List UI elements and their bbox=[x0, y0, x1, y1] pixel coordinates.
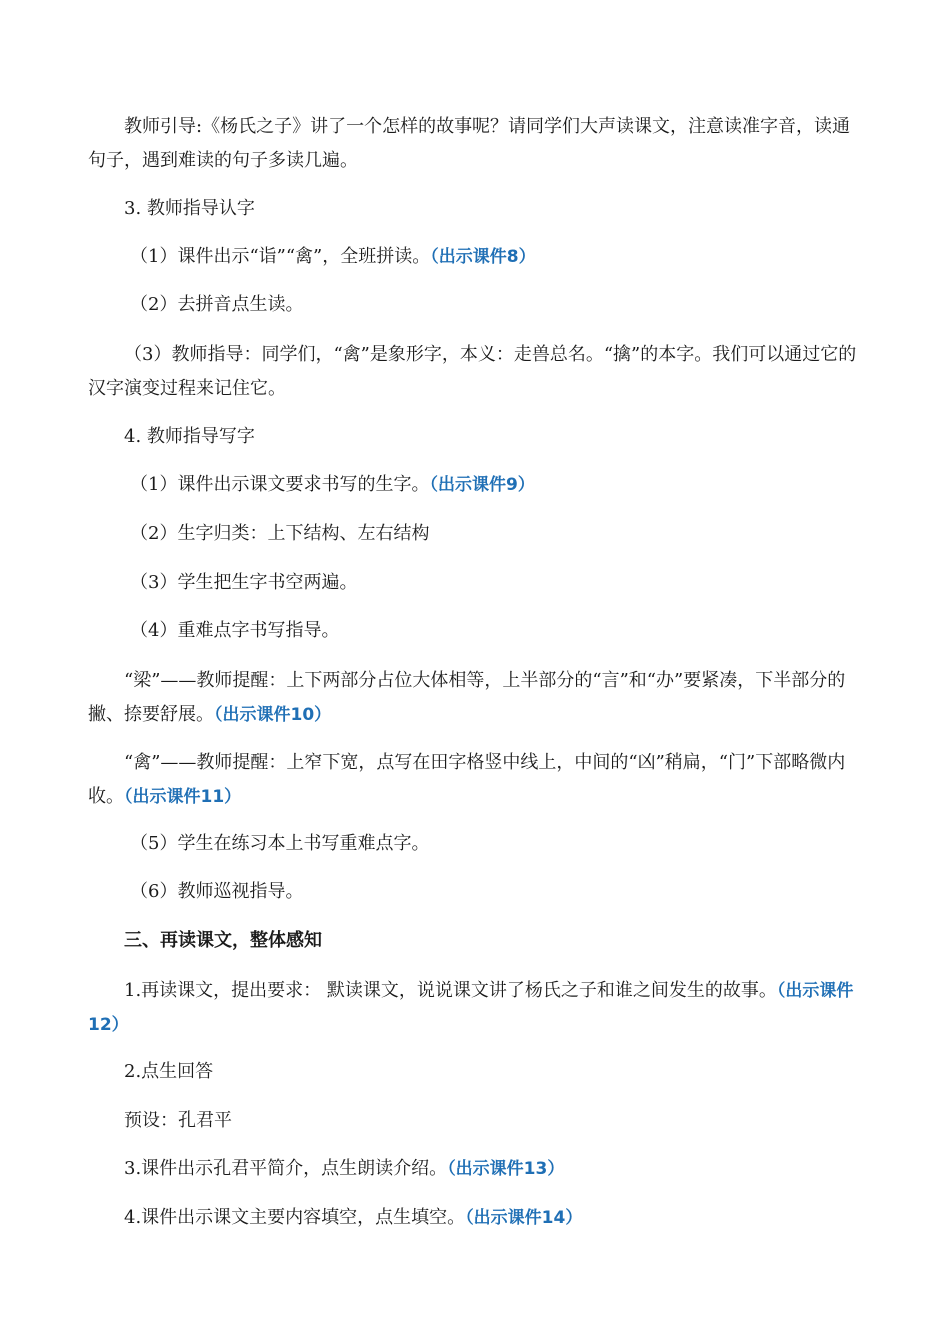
paragraph-qin: “禽”——教师提醒：上窄下宽，点写在田字格竖中线上，中间的“凶”稍扁，“门”下部略微内收。（出示课件11） bbox=[88, 752, 846, 807]
list-item: （4）重难点字书写指导。 bbox=[130, 620, 340, 641]
list-item: （1）课件出示课文要求书写的生字。（出示课件9） bbox=[130, 474, 535, 495]
paragraph-fill-blank: 4.课件出示课文主要内容填空，点生填空。（出示课件14） bbox=[124, 1207, 583, 1228]
paragraph-char-guidance: （3）教师指导：同学们，“禽”是象形字，本义：走兽总名。“擒”的本字。我们可以通过它的汉字演变过程来记住它。 bbox=[88, 344, 857, 399]
step-3-heading: 3. 教师指导认字 bbox=[124, 198, 255, 219]
slide-reference: （出示课件8） bbox=[430, 247, 536, 267]
list-item: （2）去拼音点生读。 bbox=[130, 294, 304, 315]
paragraph-liang: “梁”——教师提醒：上下两部分占位大体相等，上半部分的“言”和“办”要紧凑，下半部分的撇、捺要舒展。（出示课件10） bbox=[88, 670, 846, 725]
list-item: （2）生字归类：上下结构、左右结构 bbox=[130, 523, 430, 544]
slide-reference: （出示课件12） bbox=[88, 981, 854, 1035]
paragraph-answer: 2.点生回答 bbox=[124, 1061, 214, 1082]
slide-reference: （出示课件14） bbox=[465, 1208, 583, 1228]
paragraph-intro-kong: 3.课件出示孔君平简介，点生朗读介绍。（出示课件13） bbox=[124, 1158, 565, 1179]
slide-reference: （出示课件10） bbox=[214, 705, 332, 725]
slide-reference: （出示课件9） bbox=[429, 475, 535, 495]
slide-reference: （出示课件13） bbox=[447, 1159, 565, 1179]
list-item: （1）课件出示“诣”“禽”，全班拼读。（出示课件8） bbox=[130, 246, 536, 267]
slide-reference: （出示课件11） bbox=[124, 787, 242, 807]
list-item: （3）学生把生字书空两遍。 bbox=[130, 572, 358, 593]
paragraph-preset: 预设：孔君平 bbox=[124, 1110, 232, 1131]
paragraph-intro: 教师引导:《杨氏之子》讲了一个怎样的故事呢？请同学们大声读课文，注意读准字音，读通句子，遇到难读的句子多读几遍。 bbox=[88, 116, 851, 171]
list-item: （5）学生在练习本上书写重难点字。 bbox=[130, 833, 430, 854]
list-item: （6）教师巡视指导。 bbox=[130, 881, 304, 902]
section-heading: 三、再读课文，整体感知 bbox=[124, 930, 322, 951]
step-4-heading: 4. 教师指导写字 bbox=[124, 426, 255, 447]
paragraph-reread: 1.再读课文，提出要求： 默读课文，说说课文讲了杨氏之子和谁之间发生的故事。（出示课件12） bbox=[88, 980, 854, 1035]
